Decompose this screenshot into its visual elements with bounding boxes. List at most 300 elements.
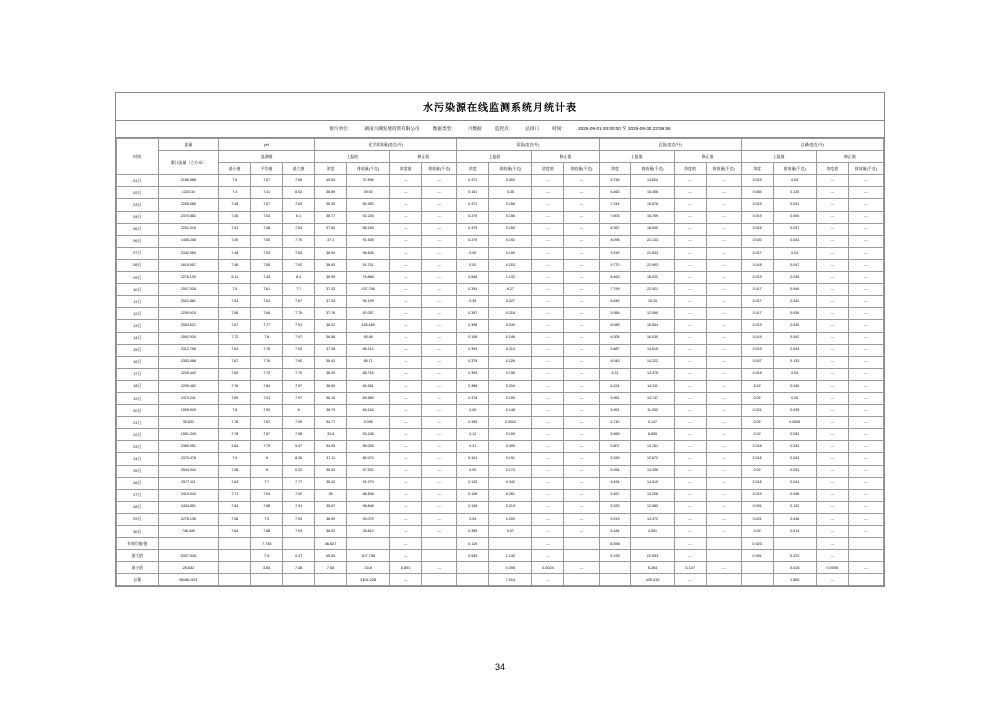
table-cell: 7.83: [219, 501, 251, 513]
table-cell: ---: [706, 211, 741, 223]
table-cell: 7.76: [219, 380, 251, 392]
header-tp-amount: 排放量(千克): [773, 163, 816, 175]
summary-cell: [219, 550, 251, 562]
table-cell: 0.019: [741, 489, 773, 501]
table-cell: 0.133: [457, 477, 489, 489]
table-cell: ---: [674, 235, 706, 247]
table-cell: ---: [532, 501, 564, 513]
table-cell: 36.09: [315, 513, 347, 525]
table-cell: ---: [564, 344, 599, 356]
table-cell: ---: [848, 296, 883, 308]
summary-cell: ---: [390, 550, 422, 562]
summary-cell: 2404.228: [347, 574, 390, 586]
table-cell: ---: [848, 187, 883, 199]
table-cell: ---: [674, 441, 706, 453]
meta-datatype-label: 数据类型：: [432, 126, 456, 131]
header-tn-upper: 上报值: [599, 151, 674, 163]
table-cell: ---: [816, 223, 848, 235]
table-cell: 0.014: [773, 526, 816, 538]
row-date-cell: 02日: [117, 187, 159, 199]
table-cell: ---: [390, 223, 422, 235]
table-cell: 7.43: [251, 272, 283, 284]
table-row: [117, 526, 884, 538]
table-cell: 0.21: [457, 441, 489, 453]
table-cell: ---: [674, 247, 706, 259]
table-cell: ---: [674, 368, 706, 380]
table-cell: 0.041: [773, 477, 816, 489]
row-date-cell: 04日: [117, 211, 159, 223]
table-cell: ---: [706, 392, 741, 404]
table-cell: ---: [816, 429, 848, 441]
table-cell: ---: [848, 392, 883, 404]
table-cell: 6.1: [283, 211, 315, 223]
table-cell: ---: [390, 405, 422, 417]
table-cell: 2353.488: [158, 356, 219, 368]
header-cod-conc: 浓度: [315, 163, 347, 175]
summary-cell: [219, 538, 251, 550]
table-cell: ---: [422, 501, 457, 513]
table-cell: 0.043: [773, 453, 816, 465]
table-cell: ---: [816, 320, 848, 332]
table-cell: 7.54: [283, 223, 315, 235]
summary-label: 最小值: [117, 562, 159, 574]
table-cell: 0.108: [457, 501, 489, 513]
table-cell: 7.88: [251, 526, 283, 538]
summary-cell: [283, 574, 315, 586]
table-cell: 7.7: [283, 284, 315, 296]
table-cell: ---: [564, 211, 599, 223]
table-cell: 37.28: [315, 344, 347, 356]
table-cell: 7.71: [219, 489, 251, 501]
meta-point-value: 总排口: [525, 126, 540, 131]
table-cell: ---: [422, 368, 457, 380]
table-row: [117, 501, 884, 513]
row-date-cell: 17日: [117, 368, 159, 380]
table-cell: 0.394: [457, 284, 489, 296]
summary-cell: [848, 550, 883, 562]
table-cell: 9.770: [599, 259, 631, 271]
table-cell: ---: [674, 526, 706, 538]
table-cell: 0.040: [773, 211, 816, 223]
table-cell: 7.72: [219, 332, 251, 344]
table-cell: 7.91: [283, 501, 315, 513]
table-cell: 2276.136: [158, 513, 219, 525]
summary-cell: [599, 574, 631, 586]
table-cell: 0.35: [489, 187, 532, 199]
table-cell: ---: [848, 417, 883, 429]
table-cell: 0.051: [773, 465, 816, 477]
table-cell: ---: [532, 223, 564, 235]
header-flow-total: 累计流量（立方米）: [158, 151, 219, 175]
header-tn-conc-corr: 浓度值: [674, 163, 706, 175]
table-cell: 0.091: [741, 501, 773, 513]
table-cell: ---: [422, 513, 457, 525]
table-row: [117, 465, 884, 477]
header-cod-conc-corr: 浓度值: [390, 163, 422, 175]
summary-cell: 9.190: [599, 550, 631, 562]
table-cell: ---: [422, 465, 457, 477]
header-tp-conc-corr: 浓度值: [816, 163, 848, 175]
table-cell: 37.60: [315, 223, 347, 235]
table-cell: 0.042: [773, 441, 816, 453]
table-cell: ---: [532, 344, 564, 356]
summary-cell: 0.0024: [532, 562, 564, 574]
summary-cell: 7.735: [251, 538, 283, 550]
table-cell: 7.69: [219, 368, 251, 380]
header-group-tn: 总氮(毫克/升): [599, 139, 741, 151]
table-cell: 0.191: [489, 453, 532, 465]
table-cell: ---: [390, 489, 422, 501]
table-cell: 7.49: [219, 235, 251, 247]
table-cell: 1619.957: [158, 259, 219, 271]
table-cell: ---: [848, 247, 883, 259]
table-cell: ---: [674, 501, 706, 513]
table-cell: ---: [848, 368, 883, 380]
table-cell: 2369.951: [158, 441, 219, 453]
table-cell: ---: [674, 308, 706, 320]
table-cell: 7.79: [251, 441, 283, 453]
table-cell: ---: [390, 392, 422, 404]
table-cell: ---: [564, 526, 599, 538]
table-cell: ---: [564, 187, 599, 199]
table-cell: ---: [706, 477, 741, 489]
table-cell: ---: [706, 344, 741, 356]
summary-cell: 36.827: [315, 538, 347, 550]
table-cell: ---: [390, 259, 422, 271]
summary-cell: ---: [816, 538, 848, 550]
table-cell: ---: [564, 175, 599, 187]
table-cell: 96.508: [347, 247, 390, 259]
table-cell: 7.244: [599, 199, 631, 211]
table-cell: 0.378: [457, 392, 489, 404]
header-row-3: [117, 163, 884, 175]
table-cell: 0.02: [741, 465, 773, 477]
table-cell: 5.919: [599, 513, 631, 525]
table-cell: 0.018: [741, 453, 773, 465]
table-cell: 5.887: [599, 344, 631, 356]
table-cell: ---: [816, 284, 848, 296]
table-cell: ---: [674, 380, 706, 392]
table-cell: 5.569: [599, 429, 631, 441]
table-cell: ---: [422, 392, 457, 404]
summary-row: [117, 550, 884, 562]
table-cell: ---: [848, 465, 883, 477]
report-title: 水污染源在线监测系统月统计表: [116, 93, 884, 121]
table-cell: 0.021: [741, 405, 773, 417]
table-cell: 7.03: [283, 344, 315, 356]
table-cell: 5.961: [599, 392, 631, 404]
summary-cell: [347, 538, 390, 550]
table-cell: 7.99: [283, 417, 315, 429]
summary-row: [117, 538, 884, 550]
table-cell: 7.67: [219, 356, 251, 368]
table-cell: 0.545: [457, 272, 489, 284]
table-cell: 36.19: [315, 392, 347, 404]
table-cell: 7.67: [219, 320, 251, 332]
table-cell: 7.78: [219, 429, 251, 441]
table-cell: 6.205: [599, 332, 631, 344]
table-cell: 0.007: [741, 356, 773, 368]
row-date-cell: 24日: [117, 453, 159, 465]
table-cell: 0.240: [489, 320, 532, 332]
table-row: [117, 392, 884, 404]
summary-cell: 0.222: [773, 550, 816, 562]
table-cell: 0.133: [773, 356, 816, 368]
table-cell: 0.147: [631, 417, 674, 429]
table-cell: 6.089: [599, 320, 631, 332]
summary-cell: 0.545: [457, 550, 489, 562]
header-cod-upper: 上报值: [315, 151, 390, 163]
table-cell: 5.740: [599, 417, 631, 429]
table-cell: ---: [422, 259, 457, 271]
table-cell: ---: [816, 453, 848, 465]
table-cell: 36.58: [315, 332, 347, 344]
table-cell: 92.226: [347, 211, 390, 223]
header-time: 时间: [117, 139, 159, 175]
table-cell: 14.519: [631, 477, 674, 489]
summary-cell: [158, 538, 219, 550]
table-cell: 0.02: [741, 429, 773, 441]
table-cell: ---: [532, 513, 564, 525]
table-cell: ---: [390, 344, 422, 356]
table-cell: 0.040: [773, 320, 816, 332]
table-cell: 0.00: [457, 247, 489, 259]
table-cell: ---: [848, 175, 883, 187]
table-cell: 0.00: [457, 405, 489, 417]
row-date-cell: 07日: [117, 247, 159, 259]
table-cell: 0.04: [773, 247, 816, 259]
table-cell: ---: [564, 259, 599, 271]
row-date-cell: 27日: [117, 489, 159, 501]
summary-cell: 25.632: [158, 562, 219, 574]
table-row: [117, 356, 884, 368]
table-cell: 0.017: [741, 296, 773, 308]
table-cell: 0.379: [457, 211, 489, 223]
table-cell: 7.61: [251, 296, 283, 308]
table-cell: ---: [706, 199, 741, 211]
table-cell: ---: [674, 513, 706, 525]
table-cell: ---: [848, 501, 883, 513]
table-cell: 85.71: [347, 356, 390, 368]
table-cell: 2474.241: [158, 392, 219, 404]
table-cell: 34.95: [315, 441, 347, 453]
meta-time-value: 2025-09-01 00:00:00 至 2025-09-30 23:59:59: [578, 126, 671, 131]
summary-cell: ---: [390, 538, 422, 550]
table-cell: 2299.482: [158, 380, 219, 392]
summary-cell: 0.395: [489, 562, 532, 574]
table-cell: ---: [816, 477, 848, 489]
table-cell: 34.77: [315, 417, 347, 429]
table-cell: 7.93: [283, 513, 315, 525]
table-cell: 105.189: [347, 320, 390, 332]
table-cell: 0.019: [741, 199, 773, 211]
table-row: [117, 175, 884, 187]
header-tn-amount-corr: 排放量(千克): [706, 163, 741, 175]
table-cell: 6.745: [599, 175, 631, 187]
table-cell: 0.04: [773, 368, 816, 380]
summary-cell: ---: [390, 574, 422, 586]
table-cell: 2544.943: [158, 465, 219, 477]
table-cell: ---: [390, 247, 422, 259]
table-cell: 7.91: [251, 392, 283, 404]
summary-cell: ---: [532, 550, 564, 562]
table-cell: 5.101: [457, 453, 489, 465]
table-cell: ---: [674, 489, 706, 501]
meta-point-label: 监控点：: [494, 126, 514, 131]
table-cell: ---: [706, 513, 741, 525]
table-row: [117, 477, 884, 489]
table-cell: ---: [390, 284, 422, 296]
table-cell: ---: [390, 272, 422, 284]
table-row: [117, 308, 884, 320]
table-cell: 0.12: [457, 429, 489, 441]
table-cell: ---: [564, 272, 599, 284]
table-cell: ---: [390, 429, 422, 441]
table-cell: 26.812: [347, 526, 390, 538]
table-cell: ---: [390, 441, 422, 453]
table-row: [117, 489, 884, 501]
table-cell: 13.761: [631, 441, 674, 453]
header-ammonia-upper: 上报值: [457, 151, 532, 163]
table-cell: 16.030: [631, 332, 674, 344]
table-cell: ---: [564, 405, 599, 417]
header-row-2: [117, 151, 884, 163]
table-cell: ---: [422, 405, 457, 417]
table-cell: ---: [816, 199, 848, 211]
row-date-cell: 01日: [117, 175, 159, 187]
table-cell: 21.543: [631, 247, 674, 259]
header-cod-amount: 排放量(千克): [347, 163, 390, 175]
table-cell: 7.8: [251, 332, 283, 344]
table-cell: 6.043: [599, 356, 631, 368]
summary-cell: 1.132: [489, 550, 532, 562]
table-cell: ---: [706, 417, 741, 429]
table-cell: 93.079: [347, 513, 390, 525]
table-cell: 37.11: [315, 453, 347, 465]
summary-cell: ---: [674, 574, 706, 586]
table-cell: ---: [674, 477, 706, 489]
table-cell: 7.54: [251, 489, 283, 501]
table-cell: 2276.139: [158, 272, 219, 284]
table-cell: 0.02: [741, 392, 773, 404]
table-cell: 2577.111: [158, 477, 219, 489]
table-cell: 7.92: [283, 356, 315, 368]
table-cell: 0.07: [489, 526, 532, 538]
row-date-cell: 16日: [117, 356, 159, 368]
table-cell: ---: [390, 526, 422, 538]
meta-unit-label: 排污单位：: [329, 126, 353, 131]
table-cell: 0.040: [773, 380, 816, 392]
table-cell: 6.463: [599, 187, 631, 199]
table-cell: 37.34: [315, 296, 347, 308]
table-cell: 7.63: [283, 199, 315, 211]
table-cell: 7.4: [219, 187, 251, 199]
table-cell: 39.92: [347, 187, 390, 199]
table-cell: 6.184: [599, 526, 631, 538]
table-cell: 0.018: [741, 259, 773, 271]
table-cell: 8: [283, 405, 315, 417]
table-cell: ---: [422, 344, 457, 356]
header-row-1: [117, 139, 884, 151]
table-cell: 2370.882: [158, 211, 219, 223]
table-cell: ---: [390, 477, 422, 489]
table-cell: ---: [422, 332, 457, 344]
table-cell: 0.190: [489, 247, 532, 259]
table-cell: ---: [848, 513, 883, 525]
summary-cell: 439.419: [631, 574, 674, 586]
header-ammonia-corrected: 修正值: [532, 151, 599, 163]
table-cell: 7.605: [599, 211, 631, 223]
row-date-cell: 25日: [117, 465, 159, 477]
table-cell: ---: [816, 332, 848, 344]
summary-cell: [741, 562, 773, 574]
table-cell: 8.35: [283, 453, 315, 465]
table-cell: 2434.501: [158, 501, 219, 513]
summary-cell: [564, 574, 599, 586]
table-row: [117, 320, 884, 332]
table-cell: ---: [564, 477, 599, 489]
table-cell: ---: [390, 199, 422, 211]
table-cell: ---: [422, 453, 457, 465]
table-cell: 84.361: [347, 380, 390, 392]
table-cell: ---: [706, 356, 741, 368]
table-cell: 2342.984: [158, 247, 219, 259]
table-cell: ---: [848, 272, 883, 284]
table-cell: ---: [674, 272, 706, 284]
summary-cell: 0.016: [773, 562, 816, 574]
table-cell: 35.632: [158, 417, 219, 429]
table-cell: ---: [816, 405, 848, 417]
row-date-cell: 11日: [117, 296, 159, 308]
table-cell: 7.93: [283, 526, 315, 538]
table-cell: 7.73: [251, 368, 283, 380]
table-cell: 91.505: [347, 235, 390, 247]
table-cell: 7.45: [219, 211, 251, 223]
table-cell: 6.27: [489, 284, 532, 296]
table-cell: 0.039: [773, 308, 816, 320]
header-cod-amount-corr: 排放量(千克): [422, 163, 457, 175]
summary-cell: [773, 538, 816, 550]
table-cell: 7.91: [283, 320, 315, 332]
summary-cell: 7.9: [251, 550, 283, 562]
summary-cell: [219, 574, 251, 586]
table-cell: 8.895: [631, 429, 674, 441]
row-date-cell: 06日: [117, 235, 159, 247]
table-cell: 0.109: [489, 429, 532, 441]
row-date-cell: 12日: [117, 308, 159, 320]
meta-datatype-value: 月数据: [467, 126, 482, 131]
table-cell: 107.798: [347, 284, 390, 296]
table-cell: ---: [706, 429, 741, 441]
table-cell: ---: [564, 489, 599, 501]
table-cell: 7.77: [251, 320, 283, 332]
table-cell: 2312.708: [158, 344, 219, 356]
table-cell: ---: [564, 429, 599, 441]
table-cell: ---: [706, 223, 741, 235]
table-cell: 7.97: [283, 380, 315, 392]
page-number: 34: [494, 662, 505, 672]
summary-cell: [631, 538, 674, 550]
table-cell: 15.406: [631, 187, 674, 199]
table-cell: 0.394: [457, 368, 489, 380]
table-cell: 15.554: [631, 320, 674, 332]
table-cell: ---: [532, 247, 564, 259]
summary-cell: ---: [848, 562, 883, 574]
table-cell: 84.983: [347, 199, 390, 211]
table-row: [117, 380, 884, 392]
table-cell: ---: [816, 259, 848, 271]
table-cell: 7.57: [251, 199, 283, 211]
